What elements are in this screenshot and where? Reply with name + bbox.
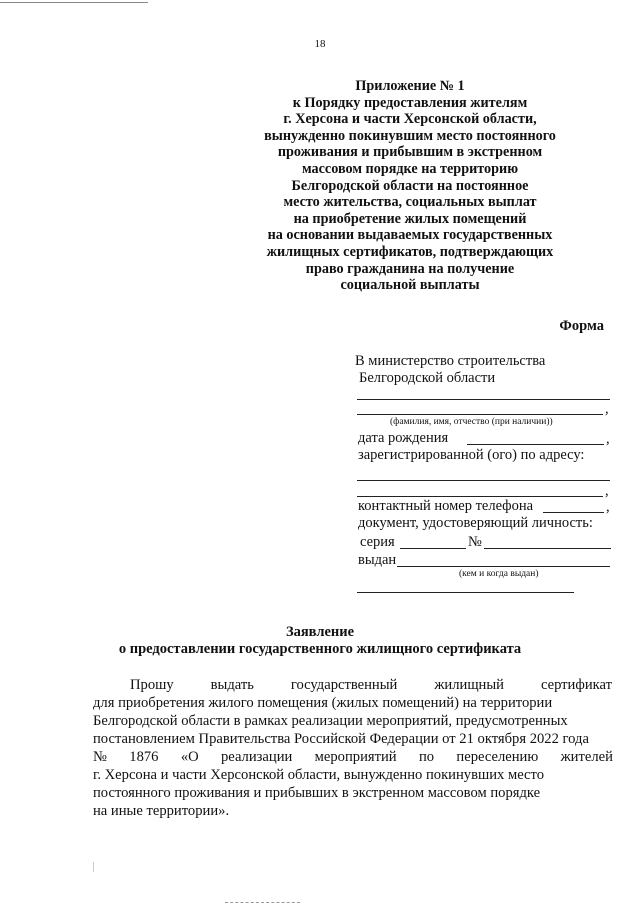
statement-paragraph-line [93,749,613,766]
statement-paragraph-line [130,677,612,694]
word: сертификат [540,677,612,693]
comma: , [605,483,609,499]
appendix-line: массовом порядке на территорию [301,160,519,177]
appendix-line: г. Херсона и части Херсонской области, [283,111,537,128]
statement-paragraph-line: постановлением Правительства Российской Федерации от 21 октября 2022 года [93,731,589,747]
statement-paragraph-line: для приобретения жилого помещения (жилых помещений) на территории [93,695,553,711]
series-field[interactable] [400,548,466,549]
ministry-line-1: В министерство строительства [355,353,546,369]
statement-paragraph-line: г. Херсона и части Херсонской области, вынужденно покинувших место [93,767,545,783]
statement-paragraph-line: постоянного проживания и прибывших в экстренном массовом порядке [93,785,541,801]
statement-paragraph-line: Белгородской области в рамках реализации мероприятий, предусмотренных [93,713,568,729]
issued-by-field-line-2[interactable] [357,592,574,593]
word: мероприятий [314,749,397,765]
address-field-line-1[interactable] [357,480,610,481]
comma: , [606,499,610,515]
number-label: № [468,534,482,550]
appendix-line: вынужденно покинувшим место постоянного [264,127,556,144]
page-number: 18 [314,38,326,50]
ministry-line-2: Белгородской области [359,370,496,386]
scan-artifact [225,902,300,903]
word: Прошу [130,677,174,693]
statement-title: Заявление [285,624,355,640]
word: по [418,749,435,765]
issued-by-field[interactable] [397,566,610,567]
birth-date-field[interactable] [467,444,604,445]
appendix-line: социальной выплаты [340,277,480,294]
comma: , [605,401,609,417]
series-label: серия [360,534,395,550]
appendix-line: проживания и прибывшим в экстренном [277,144,543,161]
number-field[interactable] [484,548,611,549]
appendix-line: на приобретение жилых помещений [293,210,527,227]
statement-subtitle: о предоставлении государственного жилищного сертификата [118,641,522,657]
birth-date-label: дата рождения [358,430,449,446]
appendix-line: на основании выдаваемых государственных [267,227,553,244]
word: 1876 [129,749,159,765]
fio-caption: (фамилия, имя, отчество (при наличии)) [390,417,553,427]
phone-label: контактный номер телефона [358,498,534,514]
issued-by-label: выдан [358,552,397,568]
appendix-line: жилищных сертификатов, подтверждающих [266,243,554,260]
appendix-line: к Порядку предоставления жителям [292,94,528,111]
word: жилищный [434,677,504,693]
word: государственный [290,677,398,693]
statement-paragraph-line: на иные территории». [93,803,230,819]
comma: , [606,431,610,447]
form-label: Форма [559,318,604,334]
word: «О [180,749,199,765]
word: жителей [560,749,613,765]
appendix-line: место жительства, социальных выплат [283,194,537,211]
scan-artifact [93,862,94,872]
issued-caption: (кем и когда выдан) [459,569,539,579]
identity-document-label: документ, удостоверяющий личность: [358,515,593,531]
word: выдать [210,677,254,693]
appendix-header [240,78,580,294]
address-field-line-2[interactable] [357,496,603,497]
appendix-line: право гражданина на получение [305,260,515,277]
appendix-line: Белгородской области на постоянное [291,177,529,194]
fio-field-line-2[interactable] [357,414,603,415]
word: № [93,749,107,765]
scan-edge-mark [0,2,148,3]
fio-field-line-1[interactable] [357,399,610,400]
registered-address-label: зарегистрированной (ого) по адресу: [358,447,585,463]
word: реализации [221,749,293,765]
word: переселению [456,749,539,765]
appendix-line: Приложение № 1 [355,78,465,94]
phone-field[interactable] [543,512,604,513]
